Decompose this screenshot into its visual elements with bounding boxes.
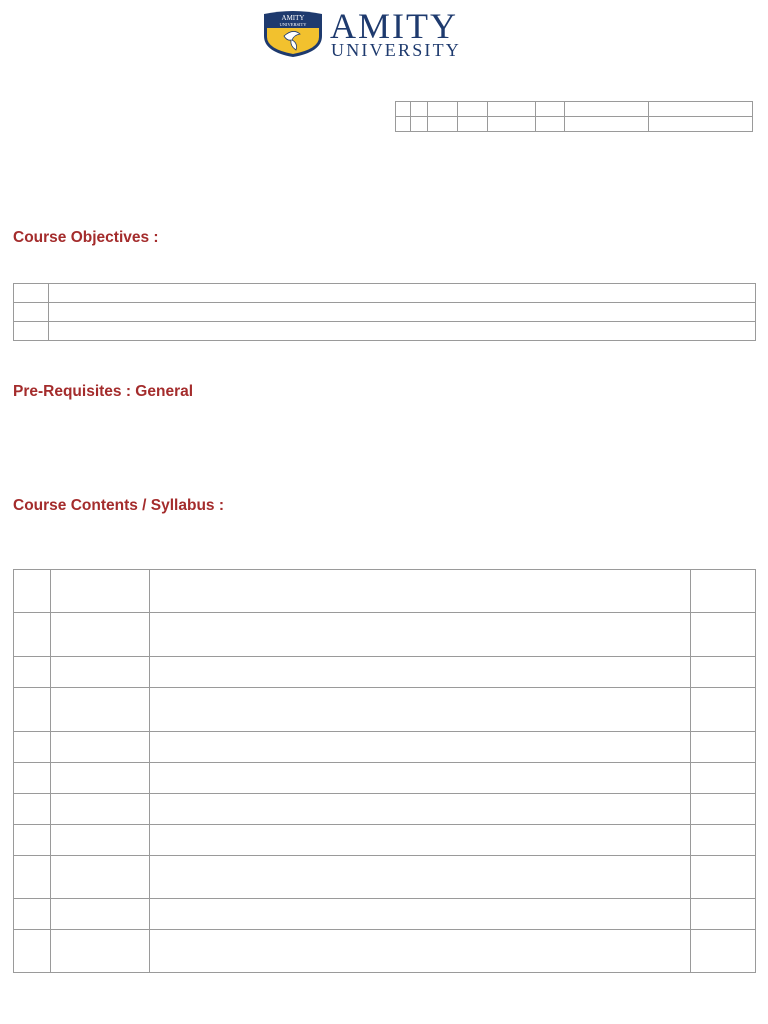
table-cell [691,570,756,613]
table-row [14,856,756,899]
table-cell [649,117,753,132]
svg-text:AMITY: AMITY [281,14,305,22]
table-cell [51,930,150,973]
table-cell [51,732,150,763]
table-row [14,613,756,657]
table-cell [150,794,691,825]
table-row [14,322,756,341]
table-cell [51,613,150,657]
table-cell [458,102,488,117]
table-cell [150,657,691,688]
amity-logo [262,6,508,60]
table-cell [649,102,753,117]
svg-text:UNIVERSITY: UNIVERSITY [279,22,307,27]
table-cell [428,102,458,117]
table-cell [691,930,756,973]
table-cell [458,117,488,132]
table-row [14,825,756,856]
table-cell [51,899,150,930]
table-cell [691,794,756,825]
logo-wordmark-amity: AMITY [330,6,458,46]
table-cell [49,303,756,322]
table-cell [51,856,150,899]
table-cell [14,657,51,688]
table-cell [691,688,756,732]
table-row [14,899,756,930]
table-row [14,284,756,303]
table-cell [536,117,565,132]
pre-requisites-heading: Pre-Requisites : General [13,383,194,400]
table-row [396,117,753,132]
table-cell [14,794,51,825]
table-cell [691,657,756,688]
course-objectives-heading: Course Objectives : [13,229,159,246]
table-cell [51,794,150,825]
table-cell [691,856,756,899]
table-cell [565,117,649,132]
table-cell [14,284,49,303]
table-cell [691,899,756,930]
table-cell [150,930,691,973]
table-row [14,763,756,794]
table-cell [14,856,51,899]
table-cell [691,825,756,856]
table-cell [691,613,756,657]
table-cell [14,763,51,794]
table-cell [14,322,49,341]
table-cell [14,303,49,322]
table-cell [396,102,411,117]
table-cell [49,284,756,303]
table-cell [51,657,150,688]
table-cell [428,117,458,132]
table-cell [488,117,536,132]
table-row [396,102,753,117]
table-cell [51,763,150,794]
table-cell [691,732,756,763]
table-cell [488,102,536,117]
table-cell [14,930,51,973]
table-row [14,657,756,688]
table-cell [51,825,150,856]
table-cell [14,688,51,732]
table-cell [565,102,649,117]
course-objectives-table [13,283,756,341]
shield-crest-icon [262,10,324,58]
table-cell [14,732,51,763]
table-cell [150,825,691,856]
table-cell [150,688,691,732]
table-cell [536,102,565,117]
table-cell [150,856,691,899]
table-cell [14,899,51,930]
table-cell [150,899,691,930]
course-code-credits-table [395,101,753,132]
table-cell [411,102,428,117]
table-row [14,570,756,613]
table-cell [396,117,411,132]
table-cell [51,688,150,732]
table-cell [150,613,691,657]
table-row [14,930,756,973]
table-cell [691,763,756,794]
table-cell [150,763,691,794]
logo-wordmark-university: UNIVERSITY [331,40,461,60]
table-cell [51,570,150,613]
table-cell [14,825,51,856]
table-cell [150,570,691,613]
course-contents-heading: Course Contents / Syllabus : [13,497,225,514]
table-cell [411,117,428,132]
table-row [14,688,756,732]
table-cell [14,570,51,613]
table-row [14,794,756,825]
table-row [14,303,756,322]
table-cell [49,322,756,341]
syllabus-table [13,569,756,973]
table-cell [150,732,691,763]
table-cell [14,613,51,657]
table-row [14,732,756,763]
